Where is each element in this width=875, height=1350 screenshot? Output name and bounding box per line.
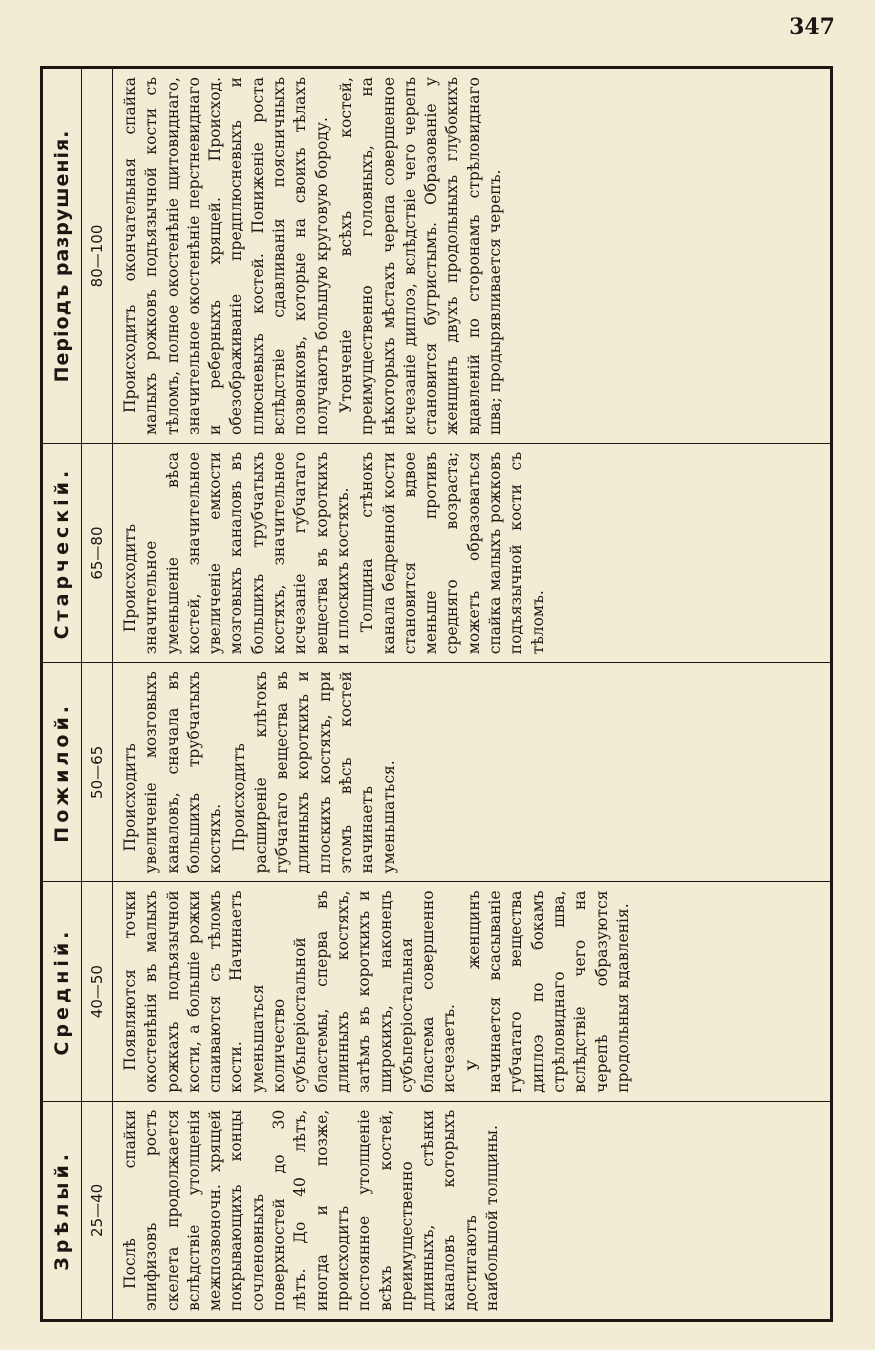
description-cell [113,1101,832,1320]
column-header: Старческій. [42,443,82,662]
paragraph: Утонченіе всѣхъ костей, преимущественно головныхъ, на нѣкоторыхъ мѣстахъ черепа совершенное исчезаніе диплоэ, вслѣдствіе чего черепъ становится бугристымъ. Образованіе у женщинъ двухъ продольныхъ глубокихъ вдавленій по сторонамъ стрѣловиднаго шва; продырявливается черепъ. [336,77,505,435]
paragraph: Послѣ спайки эпифизовъ ростъ скелета продолжается вслѣдствіе утолщенія межпозвоночн. хрящей покрывающихъ концы сочленовныхъ поверхностей до 30 лѣтъ. До 40 лѣтъ, иногда и позже, происходитъ постоянное утолщеніе всѣхъ костей, преимущественно длинныхъ, стѣнки каналовъ которыхъ достигаютъ наибольшой толщины. [121,1109,502,1311]
column-header: Періодъ разрушенія. [42,68,82,444]
age-range: 50—65 [82,663,113,882]
age-range: 65—80 [82,443,113,662]
header-row [42,68,82,1321]
description-cell [113,443,832,662]
paragraph: Происходитъ расширеніе клѣтокъ губчатаго вещества въ длинныхъ короткихъ и плоскихъ костяхъ, при этомъ вѣсъ костей начинаетъ уменьшаться. [230,671,398,874]
description-cell [113,663,832,882]
column-header: Зрѣлый. [42,1101,82,1320]
age-periods-table [40,66,833,1322]
description-cell [113,68,832,444]
paragraph: Происходитъ увеличеніе мозговыхъ каналовъ, сначала въ большихъ трубчатыхъ костяхъ. [121,671,225,874]
paragraph: Происходитъ окончательная спайка малыхъ рожковъ подъязычной кости съ тѣломъ, полное окостенѣніе щитовиднаго, значительное окостенѣніе перстневиднаго и реберныхъ хрящей. Происход. обезображиваніе предплюсневыхъ и плюсневыхъ костей. Пониженіе роста вслѣдствіе сдавливанія поясничныхъ позвонковъ, которые на своихъ тѣлахъ получаютъ большую круговую бороду. [121,77,331,435]
rotated-table-wrapper [40,66,833,1322]
column-header: Средній. [42,882,82,1101]
column-header: Пожилой. [42,663,82,882]
age-range: 25—40 [82,1101,113,1320]
paragraph: Толщина стѣнокъ канала бедренной кости становится вдвое меньше противъ средняго возраста; можетъ образоваться спайка малыхъ рожковъ подъязычной кости съ тѣломъ. [358,451,547,655]
paragraph: У женщинъ начинается всасываніе губчатаго вещества диплоэ по бокамъ стрѣловиднаго шва, вслѣдствіе чего на черепѣ образуются продольныя вдавленія. [464,890,632,1093]
description-cell [113,882,832,1101]
paragraph: Появляются точки окостенѣнія въ малыхъ рожкахъ подъязычной кости, а большіе рожки спаиваются съ тѣломъ кости. Начинаетъ уменьшаться количество субъперіостальной бластемы, сперва въ длинныхъ костяхъ, затѣмъ въ короткихъ и широкихъ, наконецъ субъперіостальная бластема совершенно исчезаетъ. [121,890,459,1093]
age-range: 40—50 [82,882,113,1101]
paragraph: Происходитъ значительное уменьшеніе вѣса костей, значительное увеличеніе емкости мозговыхъ каналовъ въ большихъ трубчатыхъ костяхъ, значительное исчезаніе губчатаго вещества въ короткихъ и плоскихъ костяхъ. [121,451,352,655]
age-range: 80—100 [82,68,113,444]
years-row [82,68,113,1321]
description-row [113,68,832,1321]
page-number: 347 [789,14,835,40]
